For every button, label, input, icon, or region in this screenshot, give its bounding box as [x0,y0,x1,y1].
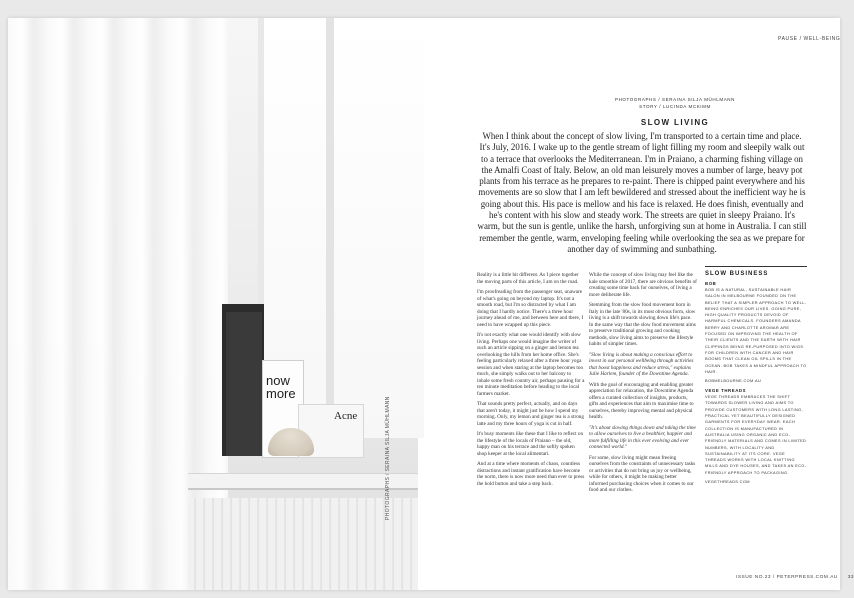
photo-dark-book-2 [226,312,262,456]
sidebar-entry-url[interactable]: BOBMELBOURNE.COM.AU [705,378,762,384]
body-paragraph: It's not exactly what one would identify with slow living. Perhaps one would imagine the writer of such an article sipping on a ginger and lemon tea overlooking the hills from her home office. She's feeling particularly relaxed after a three hour yoga session and when staring at the laptop becomes too much, she simply walks out to her balcony to inhale some fresh country air, perhaps pausing for a ten minute meditation before heading to the local farmers market. [477,332,585,397]
sidebar-entry-body: BOB IS A NATURAL, SUSTAINABLE HAIR SALON IN MELBOURNE FOUNDED ON THE BELIEF THAT A SIMPLER APPROACH TO WELL-BEING ENRICHES OUR LIVES. GOING PURE, HIGH QUALITY PRODUCTS DEVOID OF HARMFUL CHEMICALS. FOUNDERS AMANDA BERRY AND CHARLOTTE AROMAR ARE FOCUSED ON IMPROVING THE HEALTH OF THEIR CLIENTS AND THE EARTH WITH HAIR CLIPPINGS BEING RE-PURPOSED INTO WIGS FOR CHILDREN WITH CANCER AND HAIR BOOMS THAT CLEAN OIL SPILLS IN THE OCEAN. BOB TAKES A MINDFUL APPROACH TO HAIR. [705,287,807,374]
photo-credit-vertical: PHOTOGRAPHS / SERAINA SILJA MÜHLMANN [385,396,391,520]
photo-acne-text: Acne [334,410,358,422]
body-column-2 [589,272,697,498]
sidebar-rule [705,266,807,267]
feature-photo [8,18,418,590]
page-number: 33 [847,575,854,580]
photo-radiator [188,498,418,590]
story-credit: STORY / LUCINDA MCKIMM [639,104,711,109]
body-paragraph: While the concept of slow living may feel like the kale smoothie of 2017, there are obvious benefits of creating some time back for ourselves, of living a more deliberate life. [589,272,697,298]
sidebar-entry-heading: BOB [705,281,717,286]
page-footer [736,575,854,580]
sidebar-title: SLOW BUSINESS [705,271,769,277]
body-paragraph: That sounds pretty perfect, actually, and on days that aren't today, it might just be how I spend my morning. Only, my lemon and ginger tea is a strong latte and my three hours of yoga is cut in half. [477,401,584,427]
footer-issue: ISSUE NO.23 / PETERPRESS.COM.AU [736,575,838,580]
section-label: PAUSE / WELL-BEING [778,36,841,42]
sidebar-entry-body: VEGE THREADS EMBRACES THE SHIFT TOWARDS SLOWER LIVING AND AIMS TO PROVIDE CUSTOMERS WITH LONG LASTING, PRACTICAL YET BEAUTIFULLY DESIGNED GARMENTS FOR EVERYDAY WEAR. EACH COLLECTION IS MANUFACTURED IN AUSTRALIA USING ORGANIC AND ECO-FRIENDLY MATERIALS AND COMES IN LIMITED NUMBERS, WITH LOCALITY AND SUSTAINABILITY AT ITS CORE. VEGE THREADS WORKS WITH LOCAL KNITTING MILLS AND DYE HOUSES, AND TAKES AN ECO-FRIENDLY APPROACH TO PACKAGING. [705,394,807,475]
body-paragraph: Stemming from the slow food movement born in Italy in the late '80s, in its most obvious form, slow living is a shift towards slowing down life's pace. In the same way that the slow food movement aims to preserve traditional growing and cooking methods, slow living aims to preserve the lifestyle habits of simpler times. [589,302,696,347]
body-paragraph: Reality is a little bit different. As I piece together the moving parts of this article, I am on the road. [477,272,579,285]
body-paragraph: For some, slow living might mean freeing ourselves from the constraints of unnecessary tasks or activities that do not bring us joy or wellbeing, while for others, it might be making better informed purchasing choices when it comes to our food and our clothes. [589,454,696,493]
photo-book-cover-text: now more [266,373,296,401]
sidebar-entry-url[interactable]: VEGETHREADS.COM [705,479,750,485]
body-paragraph: And at a time where moments of chaos, countless distractions and instant gratification have become the norm, there is now more need than ever to press the hold button and take a step back. [477,461,585,487]
photo-window-sill [188,473,418,490]
pull-quote: "Slow living is about making a conscious effort to invest in our personal wellbeing through activities that boost happiness and reduce stress," explains Julie Harlem, founder of the Downtime Agenda. [589,351,694,377]
body-paragraph: I'm proofreading from the passenger seat, unaware of what's going on beyond my laptop. It's not a smooth road, but I'm so distracted by what I am doing that I hardly notice. There's a three hour journey ahead of me, and between here and there, I need to have wrapped up this piece. [477,289,584,328]
article-title: SLOW LIVING [640,118,710,127]
sidebar-slow-business [705,266,807,489]
body-paragraph: It's busy moments like these that I like to reflect on the lifestyle of the locals of Praiano – the old, happy man on his terrace and the softly spoken shop keeper at the local alimentari. [477,431,584,457]
body-column-1 [477,272,585,491]
pull-quote: "It's about slowing things down and taking the time to allow ourselves to live a healthier, happier and more fulfilling life in this ever evolving and ever connected world." [589,424,696,450]
photo-credit: PHOTOGRAPHS / SERAINA SILJA MÜHLMANN [614,97,736,102]
article-intro: When I think about the concept of slow living, I'm transported to a certain time and place. It's July, 2016. I wake up to the gentle stream of light filling my room and sleepily walk out to a terrace that overlooks the Mediterranean. I'm in Praiano, a charming fishing village on the Amalfi Coast of Italy. Below, an old man leisurely moves a number of large, heavy pot plants from his terrace as he prepares to re-paint. There is chipped paint everywhere and his movements are so slow that I am left bewildered and stressed about the inefficient way he is going about this. His pace is mellow and his face is relaxed. He does finish, eventually and he's content with his slow and steady work. The streets are quiet in sleepy Praiano. It's warm, but the sun is gentle, unlike the harsh, unforgiving sun at home in Australia. I can still remember the gentle, warm, enveloping feeling while overlooking the sea as we prepare for another day of swimming and sunbathing. [477,131,807,254]
sidebar-entry-heading: VEGE THREADS [705,388,747,394]
photo-window-bar [326,18,334,438]
body-paragraph: With the goal of encouraging and enabling greater appreciation for relaxation, the Downtime Agenda offers a curated collection of insights, products, gifts and experiences that aim to maximise time to ourselves, thereby improving mental and physical health. [589,381,694,420]
